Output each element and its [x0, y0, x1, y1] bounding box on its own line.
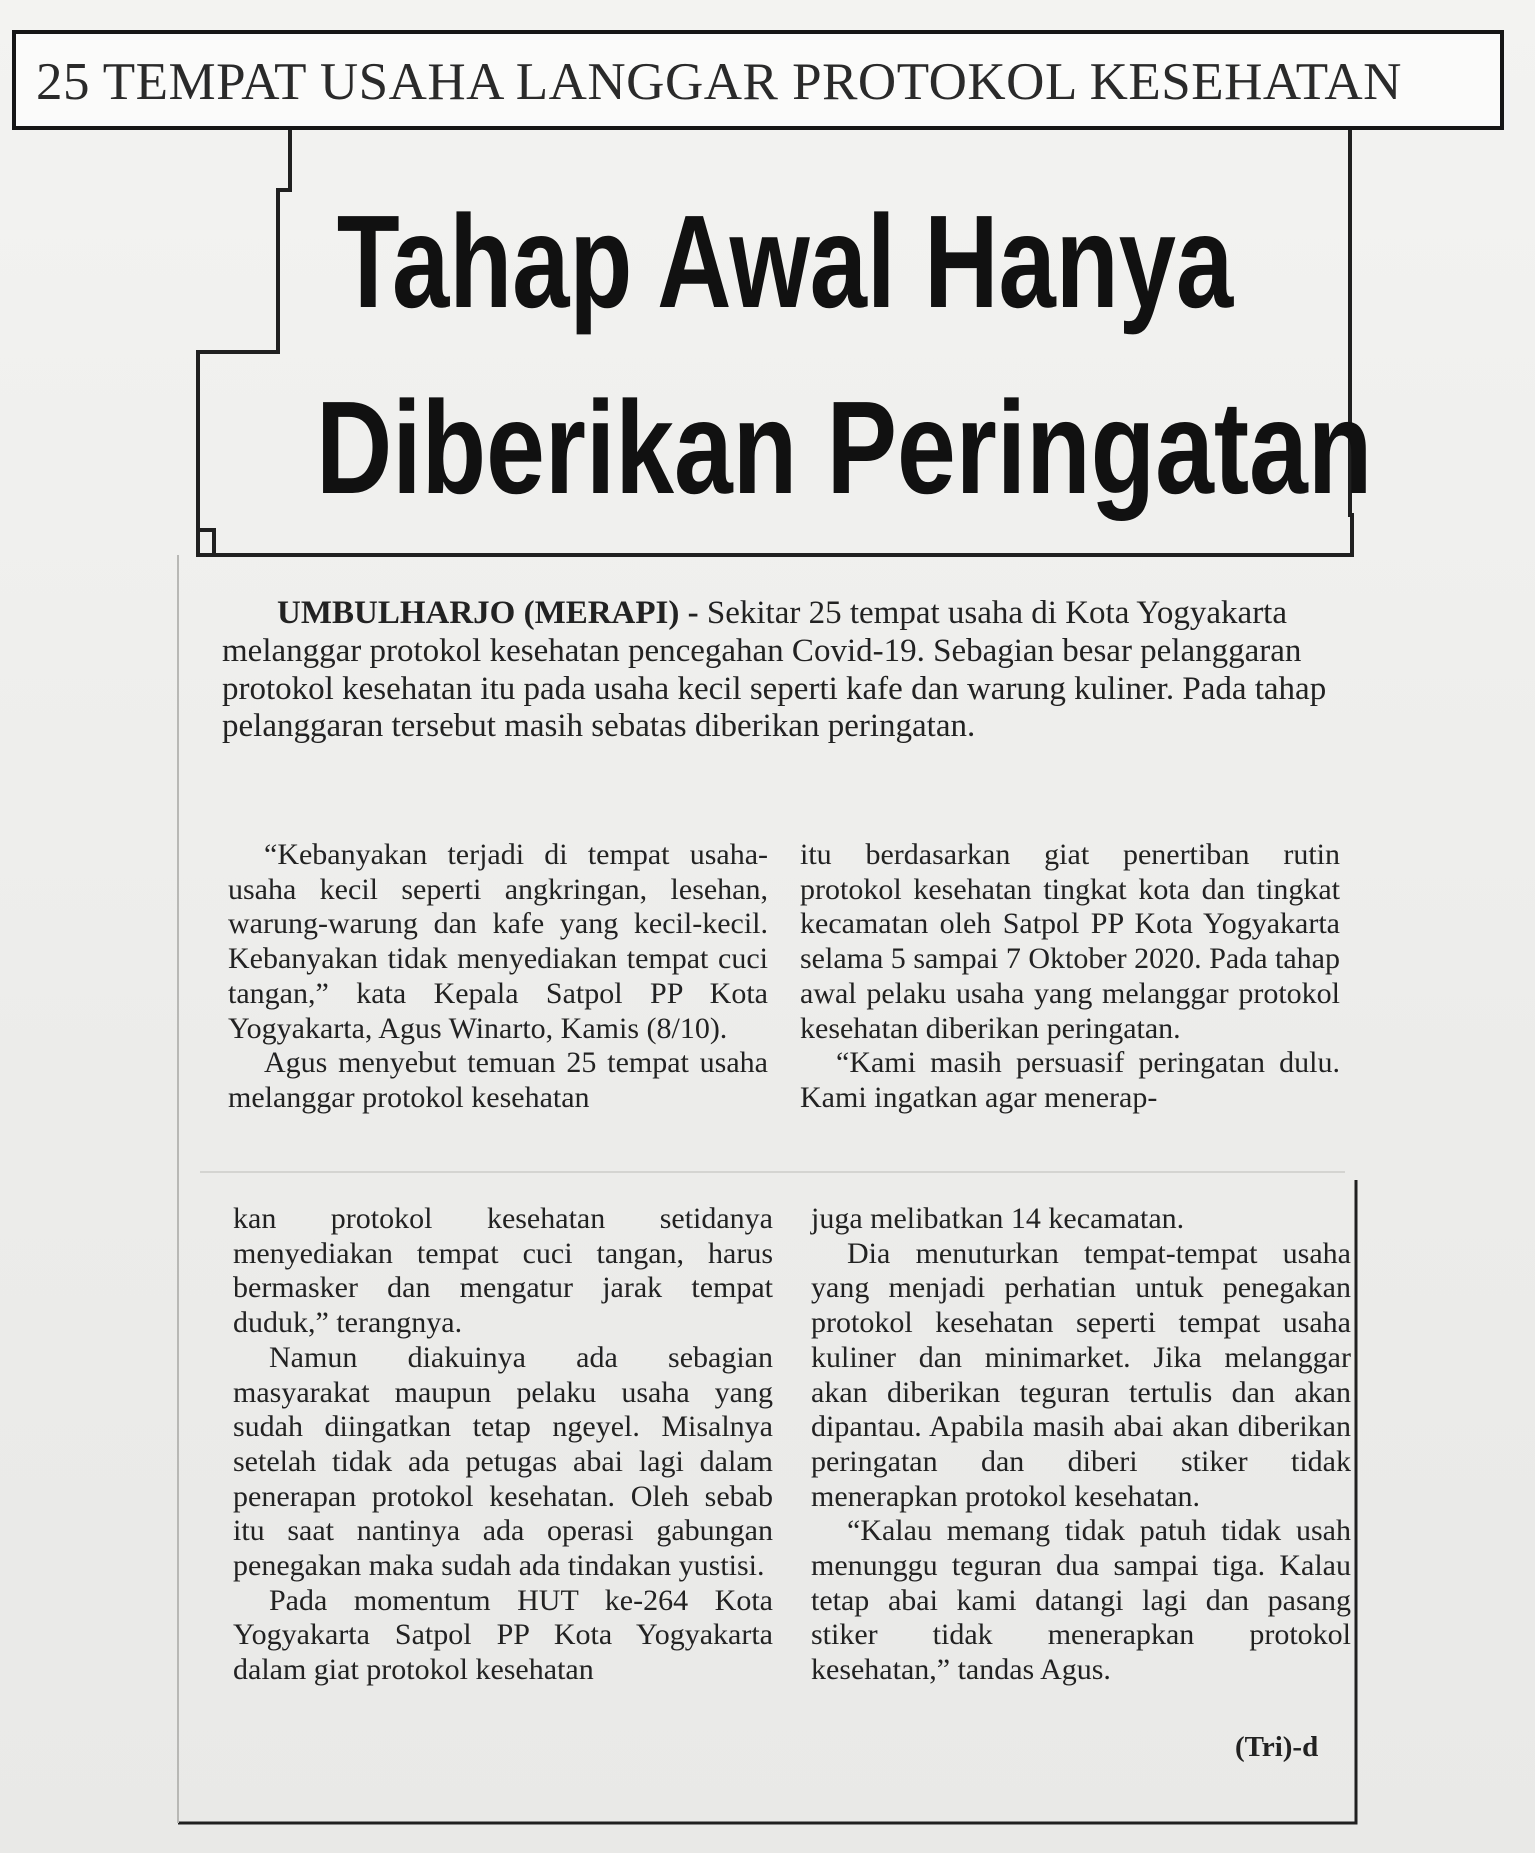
lede-text: Sekitar 25 tempat usaha di Kota Yogyakarta melanggar protokol kesehatan pencegahan Covid-19. Sebagian besar pelanggaran protokol kesehatan itu pada usaha kecil seperti kafe dan warung kuliner. Pada tahap pelanggaran tersebut masih sebatas diberikan peringatan.: [222, 595, 1327, 745]
kicker-box: [12, 30, 1504, 130]
paragraph: Dia menuturkan tempat-tempat usaha yang menjadi perhatian untuk penegakan protokol kesehatan seperti tempat usaha kuliner dan minimarket. Jika melanggar akan diberikan teguran tertulis dan akan dipantau. Apabila masih abai akan diberikan peringatan dan diberi stiker tidak menerapkan protokol kesehatan.: [811, 1236, 1351, 1513]
paragraph: Agus menyebut temuan 25 tempat usaha melanggar protokol kesehatan: [228, 1046, 768, 1114]
dateline: UMBULHARJO (MERAPI) -: [277, 595, 699, 631]
paragraph: Namun diakuinya ada sebagian masyarakat maupun pelaku usaha yang sudah diingatkan tetap ngeyel. Misalnya setelah tidak ada petugas abai lagi dalam penerapan protokol kesehatan. Oleh sebab itu saat nantinya ada operasi gabungan penegakan maka sudah ada tindakan yustisi.: [233, 1340, 773, 1583]
paragraph: itu berdasarkan giat penertiban rutin protokol kesehatan tingkat kota dan tingkat kecamatan oleh Satpol PP Kota Yogyakarta selama 5 sampai 7 Oktober 2020. Pada tahap awal pelaku usaha yang melanggar protokol kesehatan diberikan peringatan.: [800, 838, 1340, 1045]
paragraph: “Kalau memang tidak patuh tidak usah menunggu teguran dua sampai tiga. Kalau tetap abai kami datangi lagi dan pasang stiker tidak menerapkan protokol kesehatan,” tandas Agus.: [811, 1514, 1351, 1687]
paragraph: juga melibatkan 14 kecamatan.: [811, 1202, 1185, 1235]
headline-line-1: Tahap Awal Hanya: [336, 188, 1234, 335]
column-2: [800, 838, 1340, 1116]
paragraph: kan protokol kesehatan setidanya menyediakan tempat cuci tangan, harus bermasker dan mengatur jarak tempat duduk,” terangnya.: [233, 1202, 773, 1340]
lede-paragraph: [222, 595, 1327, 746]
kicker-title: 25 TEMPAT USAHA LANGGAR PROTOKOL KESEHATAN: [36, 53, 1402, 111]
paragraph: Pada momentum HUT ke-264 Kota Yogyakarta Satpol PP Kota Yogyakarta dalam giat protokol kesehatan: [233, 1583, 773, 1687]
column-1: [228, 838, 768, 1116]
paragraph: “Kami masih persuasif peringatan dulu. Kami ingatkan agar menerap-: [800, 1046, 1340, 1114]
column-3: [233, 1202, 773, 1688]
paragraph: “Kebanyakan terjadi di tempat usaha-usaha kecil seperti angkringan, lesehan, warung-warung dan kafe yang kecil-kecil. Kebanyakan tidak menyediakan tempat cuci tangan,” kata Kepala Satpol PP Kota Yogyakarta, Agus Winarto, Kamis (8/10).: [228, 838, 768, 1045]
author-credit: (Tri)-d: [1235, 1731, 1319, 1763]
headline-line-2: Diberikan Peringatan: [316, 374, 1373, 521]
column-4: [811, 1202, 1351, 1688]
